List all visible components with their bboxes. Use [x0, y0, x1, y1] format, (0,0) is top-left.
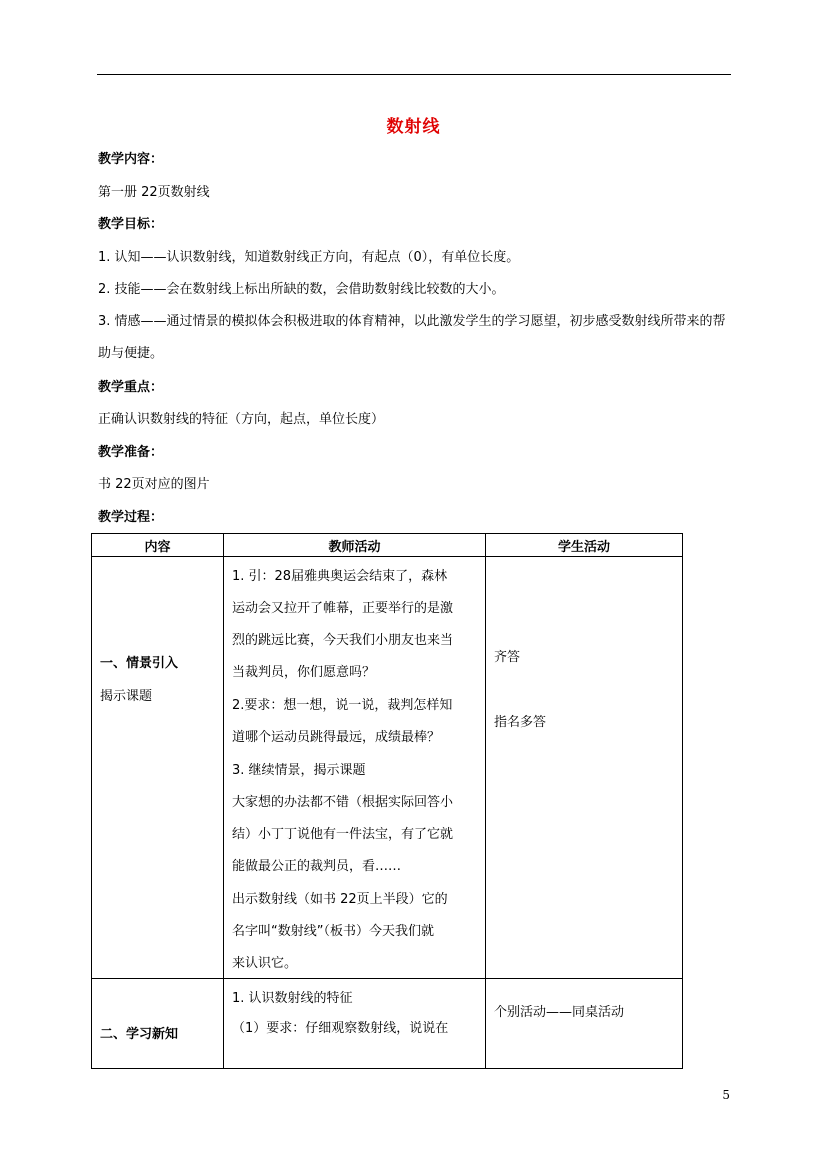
header-teacher: 教师活动 — [224, 534, 486, 557]
table-row — [92, 979, 683, 1069]
key-text: 正确认识数射线的特征（方向，起点，单位长度） — [98, 412, 385, 427]
content-text: 第一册 22页数射线 — [98, 185, 210, 200]
goal-2: 2. 技能——会在数射线上标出所缺的数，会借助数射线比较数的大小。 — [98, 282, 505, 297]
page-number: 5 — [722, 1088, 730, 1102]
content-heading: 教学内容： — [98, 152, 164, 167]
teacher-line: （1）要求：仔细观察数射线，说说在 — [232, 1021, 449, 1036]
table-row — [92, 557, 683, 979]
goals-heading: 教学目标： — [98, 217, 164, 232]
row1-student-b: 指名多答 — [494, 715, 547, 730]
header-student: 学生活动 — [486, 534, 683, 557]
table-header-row — [92, 534, 683, 557]
teacher-line: 大家想的办法都不错（根据实际回答小 — [232, 795, 454, 810]
teacher-line: 道哪个运动员跳得最远，成绩最棒？ — [232, 730, 441, 745]
row1-student-a: 齐答 — [494, 650, 521, 665]
teacher-line: 烈的跳远比赛，今天我们小朋友也来当 — [232, 633, 454, 648]
teacher-line: 运动会又拉开了帷幕，正要举行的是激 — [232, 601, 454, 616]
teacher-line: 2.要求：想一想，说一说，裁判怎样知 — [232, 698, 453, 713]
prep-text: 书 22页对应的图片 — [98, 477, 210, 492]
process-table — [91, 533, 683, 1069]
row2-student: 个别活动——同桌活动 — [494, 1005, 625, 1020]
teacher-line: 来认识它。 — [232, 956, 298, 971]
row2-teacher-cell — [224, 979, 486, 1069]
teacher-line: 1. 引：28届雅典奥运会结束了，森林 — [232, 569, 448, 584]
process-heading: 教学过程： — [98, 510, 164, 525]
row1-content-sub: 揭示课题 — [100, 689, 153, 704]
teacher-line: 1. 认识数射线的特征 — [232, 991, 353, 1006]
header-content: 内容 — [92, 534, 224, 557]
header-rule — [97, 74, 731, 75]
key-heading: 教学重点： — [98, 380, 164, 395]
goal-1: 1. 认知——认识数射线，知道数射线正方向，有起点（0），有单位长度。 — [98, 250, 520, 265]
row2-content-title: 二、学习新知 — [100, 1027, 179, 1042]
goal-3: 3. 情感——通过情景的模拟体会积极进取的体育精神，以此激发学生的学习愿望，初步感受数射线所带来的帮助与便捷。 — [98, 314, 726, 361]
row1-student-cell — [486, 557, 683, 979]
prep-heading: 教学准备： — [98, 445, 164, 460]
teacher-line: 出示数射线（如书 22页上半段）它的 — [232, 892, 448, 907]
page-title: 数射线 — [386, 117, 441, 137]
row2-content-cell — [92, 979, 224, 1069]
row1-teacher-cell — [224, 557, 486, 979]
teacher-line: 能做最公正的裁判员，看…… — [232, 859, 402, 874]
teacher-line: 3. 继续情景，揭示课题 — [232, 763, 366, 778]
teacher-line: 当裁判员，你们愿意吗？ — [232, 665, 376, 680]
row1-content-title: 一、情景引入 — [100, 656, 179, 671]
row1-content-cell — [92, 557, 224, 979]
teacher-line: 名字叫“数射线”（板书）今天我们就 — [232, 924, 434, 939]
row2-student-cell — [486, 979, 683, 1069]
teacher-line: 结）小丁丁说他有一件法宝，有了它就 — [232, 827, 454, 842]
